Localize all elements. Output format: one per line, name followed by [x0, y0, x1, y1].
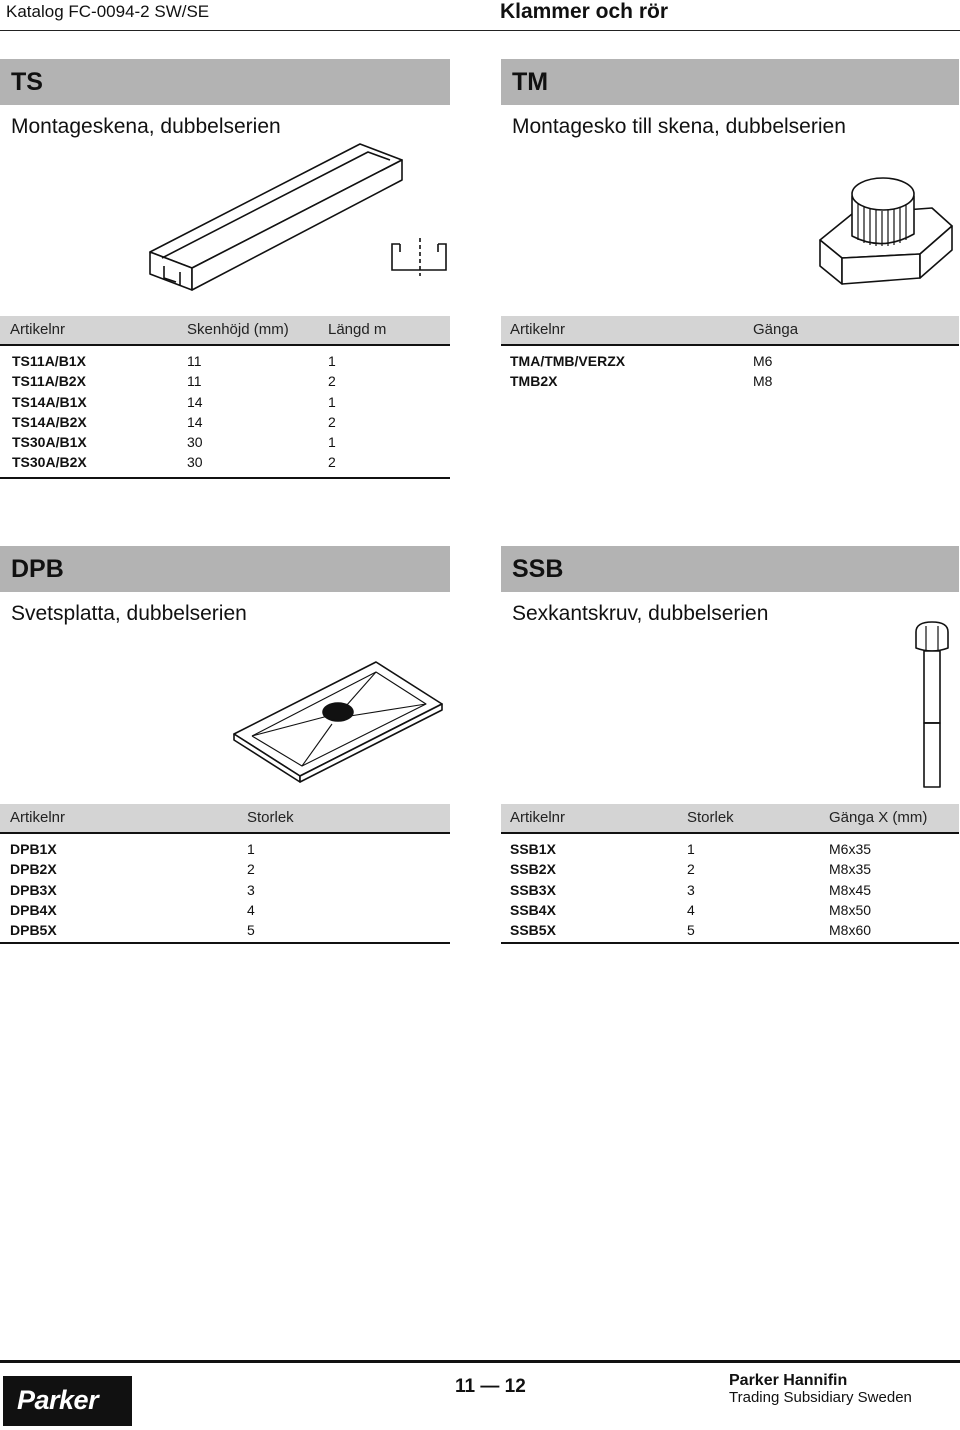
page-heading: Klammer och rör — [499, 0, 668, 23]
cell-artikelnr: SSB5X — [510, 922, 556, 939]
footer-divider — [0, 1360, 960, 1363]
cell-storlek: 4 — [247, 901, 255, 918]
tm-table-body — [501, 346, 959, 392]
section-ssb-description: Sexkantskruv, dubbelserien — [512, 602, 769, 625]
section-ts-description: Montageskena, dubbelserien — [11, 115, 281, 138]
cell-langd: 1 — [328, 393, 336, 410]
mounting-shoe-illustration — [812, 166, 960, 301]
table-row — [0, 859, 450, 879]
cell-artikelnr: TS30A/B2X — [12, 454, 87, 471]
cell-artikelnr: SSB3X — [510, 881, 556, 898]
section-dpb-header — [0, 546, 450, 592]
cell-ganga: M8x50 — [829, 901, 872, 918]
table-row — [0, 880, 450, 900]
section-ts-code: TS — [11, 68, 43, 96]
cell-ganga: M6x35 — [829, 841, 872, 857]
dpb-col-storlek: Storlek — [247, 809, 294, 826]
ssb-table-body — [501, 834, 959, 944]
cell-skenhojd: 14 — [187, 413, 203, 430]
cell-skenhojd: 11 — [187, 373, 202, 390]
cell-artikelnr: SSB1X — [510, 841, 556, 857]
ts-table — [0, 316, 450, 479]
cell-langd: 1 — [328, 353, 336, 369]
cell-storlek: 2 — [247, 861, 255, 878]
ssb-col-storlek: Storlek — [687, 809, 734, 826]
ssb-col-artikelnr: Artikelnr — [510, 809, 566, 826]
section-ssb — [501, 546, 959, 625]
cell-artikelnr: DPB1X — [10, 841, 57, 857]
section-tm-code: TM — [512, 68, 549, 96]
table-row — [501, 859, 959, 879]
tm-table-header — [501, 316, 959, 346]
cell-langd: 2 — [328, 454, 336, 471]
cell-skenhojd: 11 — [187, 353, 202, 369]
cell-artikelnr: TS30A/B1X — [12, 434, 87, 451]
cell-ganga: M6 — [753, 353, 773, 369]
cell-langd: 1 — [328, 434, 336, 451]
section-ssb-header — [501, 546, 959, 592]
table-row — [501, 900, 959, 920]
cell-artikelnr: DPB3X — [10, 881, 57, 898]
section-tm-description: Montagesko till skena, dubbelserien — [512, 115, 846, 138]
cell-artikelnr: TS14A/B2X — [12, 413, 87, 430]
ssb-table-header — [501, 804, 959, 834]
ts-col-langd: Längd m — [328, 321, 387, 338]
mounting-rail-illustration — [140, 140, 460, 305]
cell-storlek: 1 — [687, 841, 695, 857]
section-ssb-code: SSB — [512, 555, 564, 583]
dpb-col-artikelnr: Artikelnr — [10, 809, 66, 826]
ts-col-skenhojd: Skenhöjd (mm) — [187, 321, 289, 338]
table-row — [501, 351, 959, 371]
ssb-table — [501, 804, 959, 944]
ts-col-artikelnr: Artikelnr — [10, 321, 66, 338]
cell-artikelnr: DPB4X — [10, 901, 57, 918]
company-name: Parker Hannifin — [729, 1372, 848, 1389]
ts-table-body — [0, 346, 450, 479]
ts-table-header — [0, 316, 450, 346]
section-ts — [0, 59, 450, 138]
cell-langd: 2 — [328, 373, 336, 390]
table-row — [501, 839, 959, 859]
table-row — [0, 920, 450, 940]
section-ts-header — [0, 59, 450, 105]
cell-artikelnr: TMA/TMB/VERZX — [510, 353, 626, 369]
table-row — [501, 880, 959, 900]
tm-col-ganga: Gänga — [753, 321, 799, 338]
cell-artikelnr: DPB5X — [10, 922, 57, 939]
dpb-table-body — [0, 834, 450, 944]
cell-storlek: 3 — [687, 881, 695, 898]
table-row — [0, 392, 450, 412]
cell-artikelnr: DPB2X — [10, 861, 57, 878]
section-dpb-code: DPB — [11, 555, 64, 583]
table-row — [501, 920, 959, 940]
cell-ganga: M8x35 — [829, 861, 872, 878]
cell-langd: 2 — [328, 413, 336, 430]
parker-logo — [3, 1376, 132, 1426]
tm-col-artikelnr: Artikelnr — [510, 321, 566, 338]
header-divider — [0, 30, 960, 31]
table-row — [0, 432, 450, 452]
weld-plate-illustration — [228, 656, 448, 791]
cell-artikelnr: TS14A/B1X — [12, 393, 87, 410]
cell-artikelnr: SSB4X — [510, 901, 556, 918]
cell-ganga: M8 — [753, 373, 773, 390]
tm-table — [501, 316, 959, 392]
ssb-col-ganga: Gänga X (mm) — [829, 809, 928, 826]
section-dpb-description: Svetsplatta, dubbelserien — [11, 602, 247, 625]
dpb-table-header — [0, 804, 450, 834]
table-row — [0, 900, 450, 920]
cell-skenhojd: 30 — [187, 434, 203, 451]
section-dpb — [0, 546, 450, 625]
cell-artikelnr: TMB2X — [510, 373, 558, 390]
cell-artikelnr: SSB2X — [510, 861, 556, 878]
section-tm — [501, 59, 959, 138]
cell-storlek: 1 — [247, 841, 255, 857]
cell-ganga: M8x45 — [829, 881, 872, 898]
table-row — [0, 371, 450, 391]
dpb-table — [0, 804, 450, 944]
page-number: 11 — 12 — [455, 1376, 526, 1397]
section-tm-header — [501, 59, 959, 105]
cell-storlek: 2 — [687, 861, 695, 878]
cell-storlek: 3 — [247, 881, 255, 898]
table-row — [0, 452, 450, 472]
table-row — [0, 351, 450, 371]
parker-logo-text: Parker — [17, 1385, 99, 1415]
cell-storlek: 5 — [247, 922, 255, 939]
table-row — [0, 412, 450, 432]
cell-skenhojd: 14 — [187, 393, 203, 410]
cell-artikelnr: TS11A/B1X — [12, 353, 86, 369]
cell-ganga: M8x60 — [829, 922, 872, 939]
catalog-number: Katalog FC-0094-2 SW/SE — [6, 2, 210, 21]
cell-artikelnr: TS11A/B2X — [12, 373, 86, 390]
company-subtitle: Trading Subsidiary Sweden — [729, 1389, 912, 1406]
table-row — [0, 839, 450, 859]
cell-skenhojd: 30 — [187, 454, 203, 471]
cell-storlek: 4 — [687, 901, 695, 918]
table-row — [501, 371, 959, 391]
cell-storlek: 5 — [687, 922, 695, 939]
hex-bolt-illustration — [910, 618, 954, 795]
